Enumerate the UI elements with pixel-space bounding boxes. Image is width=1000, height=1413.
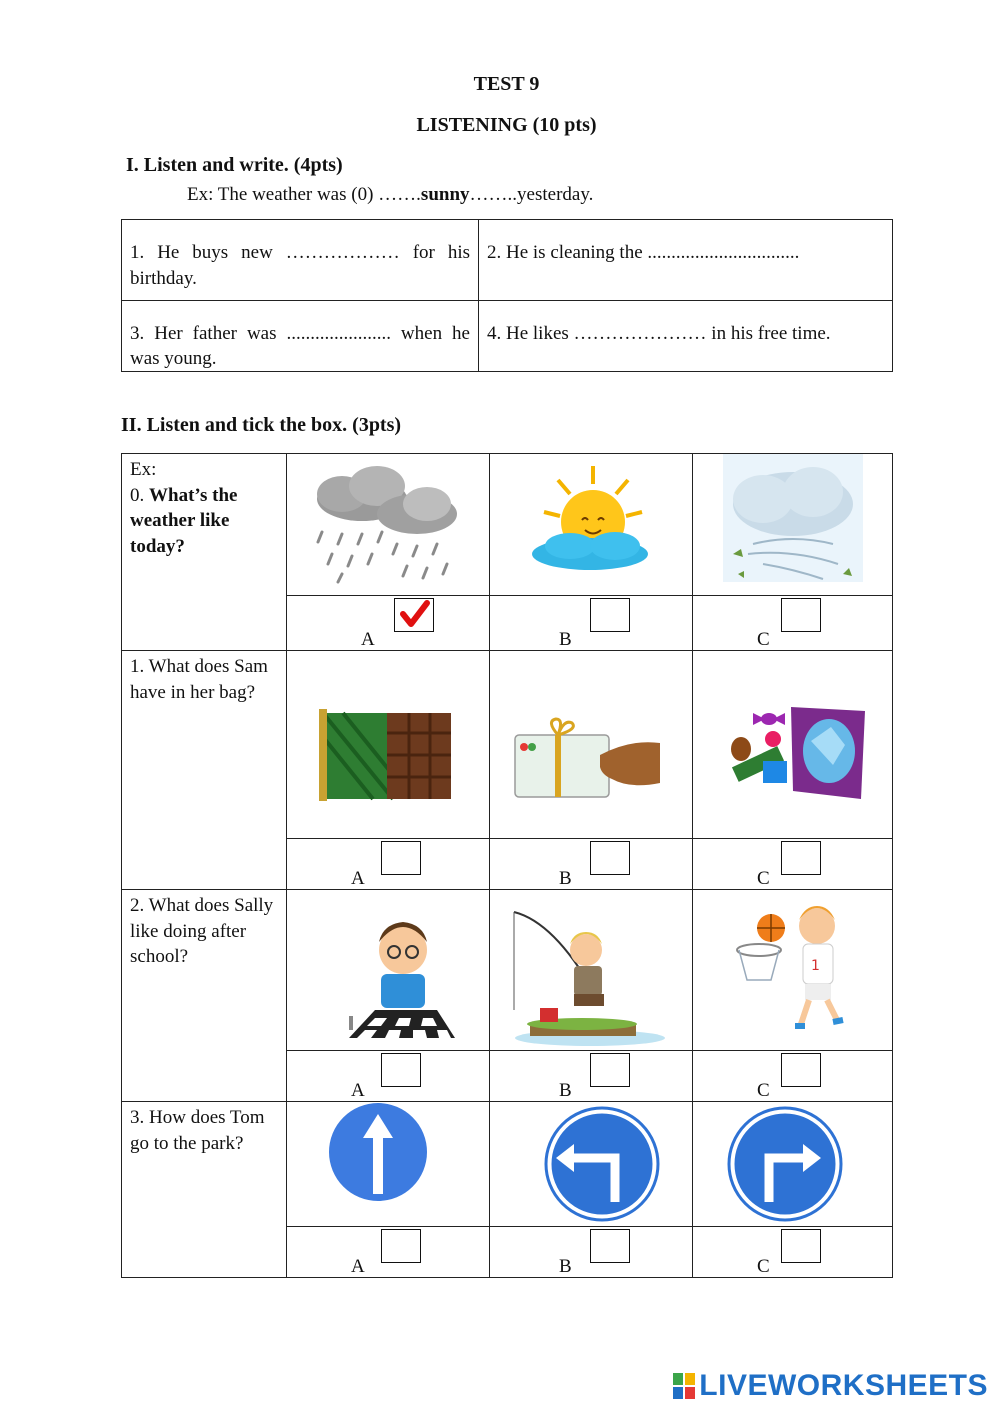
checkbox[interactable] [590, 841, 630, 875]
picture-chocolate [287, 651, 490, 839]
write-item-3[interactable]: 3. Her father was ...................... when he was young. [122, 301, 479, 372]
option-a-cell[interactable] [287, 596, 490, 651]
picture-sweets [692, 651, 892, 839]
question-1-cell: 1. What does Sam have in her bag? [122, 651, 287, 890]
option-c-cell[interactable] [692, 1051, 892, 1102]
picture-turn-right [692, 1102, 892, 1227]
example-answer: sunny [420, 184, 470, 205]
option-a-cell[interactable] [287, 1051, 490, 1102]
option-b-cell[interactable] [490, 1051, 693, 1102]
liveworksheets-logo [673, 1369, 988, 1403]
checkbox[interactable] [590, 598, 630, 632]
checkbox[interactable] [381, 1229, 421, 1263]
option-a-label: A [351, 868, 365, 889]
checkbox[interactable] [590, 1053, 630, 1087]
sweets-bag-icon [693, 651, 891, 837]
write-item-2[interactable]: 2. He is cleaning the ................................ [479, 220, 893, 301]
option-c-label: C [756, 629, 770, 650]
checkbox[interactable] [781, 1053, 821, 1087]
fishing-icon [490, 890, 690, 1050]
picture-fishing [490, 890, 693, 1051]
check-icon [395, 599, 433, 631]
picture-turn-left [490, 1102, 693, 1227]
checkbox[interactable] [781, 841, 821, 875]
option-a-cell[interactable] [287, 839, 490, 890]
question-2-cell: 2. What does Sally like doing after school? [122, 890, 287, 1102]
checkbox[interactable] [381, 841, 421, 875]
chocolate-icon [287, 651, 487, 837]
brand-name: LIVEWORKSHEETS [699, 1369, 988, 1402]
option-b-label: B [559, 1080, 572, 1101]
svg-text:1: 1 [810, 958, 820, 974]
option-a-label: A [361, 629, 375, 650]
part1-example [187, 182, 593, 208]
write-item-4[interactable]: 4. He likes ………………… in his free time. [479, 301, 893, 372]
picture-gift-card [490, 651, 693, 839]
option-c-label: C [756, 868, 770, 889]
logo-icon [673, 1373, 695, 1399]
example-num: 0. [130, 484, 149, 506]
option-b-cell[interactable] [490, 1227, 693, 1278]
checkbox[interactable] [590, 1229, 630, 1263]
option-c-cell[interactable] [692, 839, 892, 890]
picture-windy [692, 454, 892, 596]
option-a-label: A [351, 1256, 365, 1277]
turn-right-icon [693, 1102, 891, 1226]
wind-cloud-icon [693, 454, 891, 594]
write-table [121, 219, 893, 372]
part1-title: I. Listen and write. (4pts) [126, 154, 343, 176]
option-b-label: B [559, 1256, 572, 1277]
picture-basketball [692, 890, 892, 1051]
basketball-icon [693, 890, 891, 1050]
ticked-checkbox[interactable] [394, 598, 434, 632]
picture-straight [287, 1102, 490, 1227]
write-item-1[interactable]: 1. He buys new ……………… for his birthday. [122, 220, 479, 301]
tick-table [121, 453, 893, 1278]
sun-icon [490, 454, 690, 594]
checkbox[interactable] [781, 1229, 821, 1263]
example-pre: Ex: The weather was (0) ……. [187, 184, 421, 205]
option-c-label: C [756, 1256, 770, 1277]
option-a-cell[interactable] [287, 1227, 490, 1278]
option-b-cell[interactable] [490, 839, 693, 890]
example-label: Ex: [130, 459, 157, 480]
test-title: TEST 9 [473, 73, 540, 95]
arrow-up-icon [287, 1102, 487, 1226]
picture-rain [287, 454, 490, 596]
option-c-label: C [756, 1080, 770, 1101]
picture-chess [287, 890, 490, 1051]
option-a-label: A [351, 1080, 365, 1101]
chess-icon [287, 890, 487, 1050]
checkbox[interactable] [781, 598, 821, 632]
option-b-label: B [559, 629, 572, 650]
example-question-cell [122, 454, 287, 651]
rain-cloud-icon [287, 454, 487, 594]
question-3-cell: 3. How does Tom go to the park? [122, 1102, 287, 1278]
checkbox[interactable] [381, 1053, 421, 1087]
section-title: LISTENING (10 pts) [416, 114, 597, 136]
turn-left-icon [490, 1102, 690, 1226]
example-question: What’s the weather like today? [130, 484, 238, 557]
gift-card-icon [490, 651, 690, 837]
option-b-label: B [559, 868, 572, 889]
example-post: ……..yesterday. [469, 184, 594, 205]
option-c-cell[interactable] [692, 596, 892, 651]
part2-title: II. Listen and tick the box. (3pts) [121, 414, 402, 436]
option-c-cell[interactable] [692, 1227, 892, 1278]
option-b-cell[interactable] [490, 596, 693, 651]
picture-sunny [490, 454, 693, 596]
